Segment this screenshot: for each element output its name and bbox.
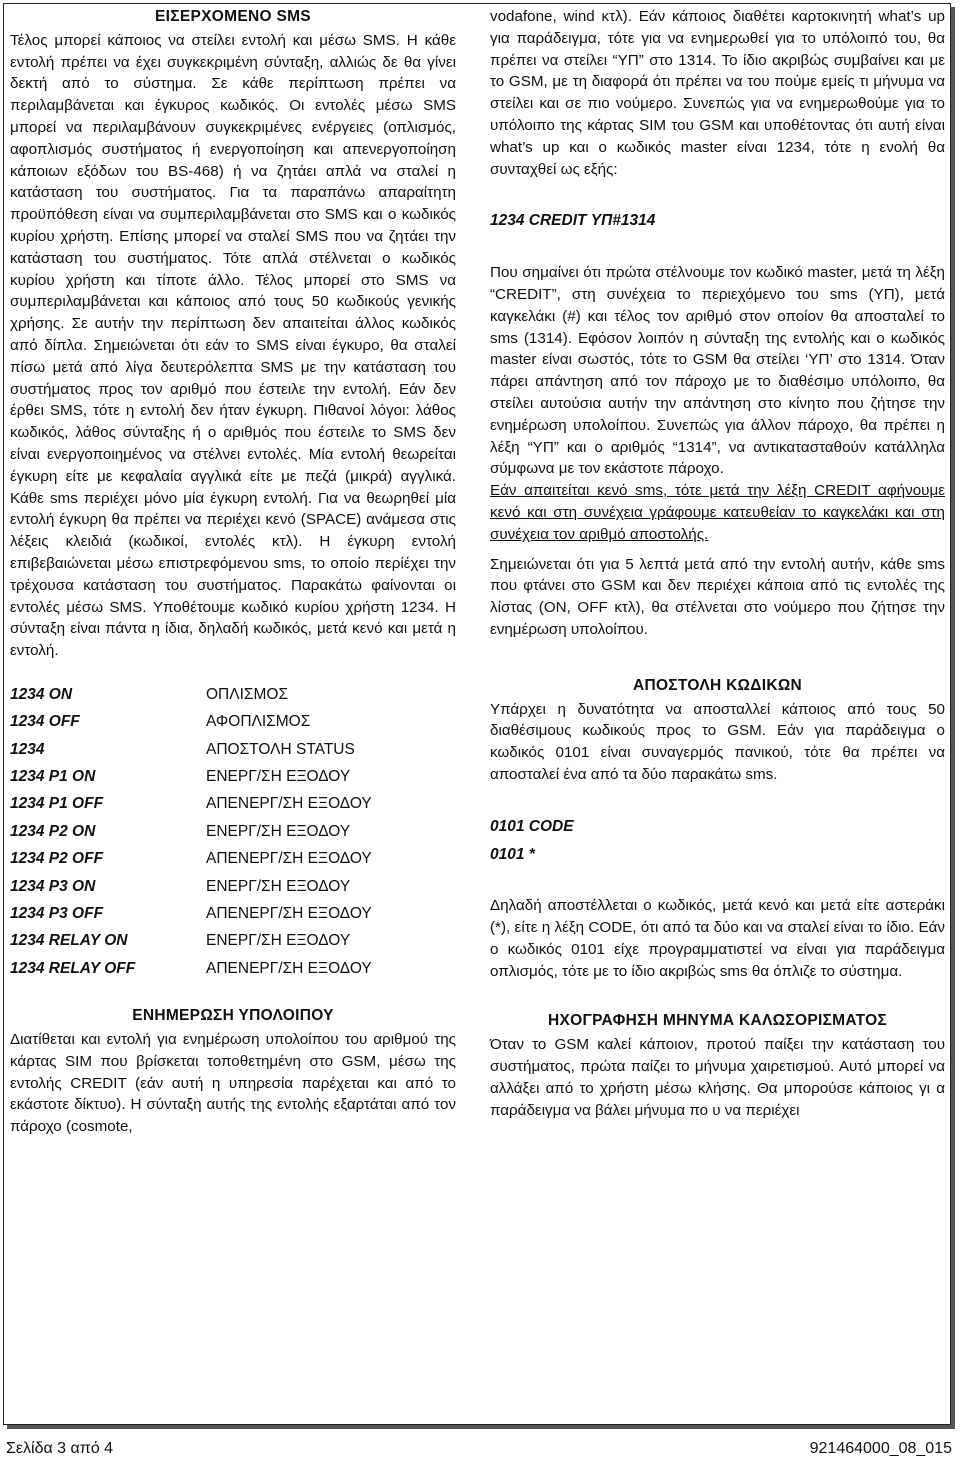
heading-send-codes: ΑΠΟΣΤΟΛΗ ΚΩΔΙΚΩΝ (632, 676, 803, 694)
heading-welcome-message: ΗΧΟΓΡΑΦΗΣΗ ΜΗΝΥΜΑ ΚΑΛΩΣΟΡΙΣΜΑΤΟΣ (547, 1012, 888, 1030)
right-column (490, 6, 945, 1121)
command-code: 1234 RELAY OFF (10, 959, 136, 977)
command-row (10, 821, 372, 848)
command-description: ΕΝΕΡΓ/ΣΗ ΕΞΟΔΟΥ (206, 768, 351, 786)
command-description: ΕΝΕΡΓ/ΣΗ ΕΞΟΔΟΥ (206, 877, 351, 895)
heading-incoming-sms: ΕΙΣΕΡΧΟΜΕΝΟ SMS (155, 8, 311, 25)
credit-forwarding-note: Σημειώνεται ότι για 5 λεπτά μετά από την εντολή αυτήν, κάθε sms που φτάνει στο GSM και δεν περιέχει κάποια από τις εντολές της λίστας (ON, OFF κτλ), θα στέλνεται στο νούμερο που ζήτησε την ενημέρωση υπολοίπου. (490, 555, 945, 638)
command-code: 1234 P1 ON (10, 768, 96, 786)
command-row (10, 711, 372, 738)
command-row (10, 930, 372, 957)
command-row (10, 848, 372, 875)
code-example-1: 0101 CODE (490, 817, 574, 835)
page-number: Σελίδα 3 από 4 (6, 1440, 114, 1457)
command-description: ΑΠΕΝΕΡΓ/ΣΗ ΕΞΟΔΟΥ (206, 795, 372, 813)
balance-update-continued: vodafone, wind κτλ). Εάν κάποιος διαθέτει καρτοκινητή what’s up για παράδειγμα, τότε για να ενημερωθεί για το υπόλοιπό του, θα πρέπει να στείλει “ΥΠ” στο 1314. Το ίδιο ακριβώς συμβαίνει και με το GSM, με τη διαφορά ότι πρέπει να του πούμε εμείς τι μήνυμα να στείλει και σε πιο νούμερο. Συνεπώς για να ενημερωθούμε για το υπόλοιπο της κάρτας SIM του GSM και υποθέτοντας ότι αυτή είναι what’s up και ο κωδικός master είναι 1234, τότε η ενολή θα συνταχθεί ως εξής: (490, 8, 945, 178)
balance-update-text: Διατίθεται και εντολή για ενημέρωση υπολοίπου του αριθμού της κάρτας SIM που βρίσκεται τοποθετημένη στο GSM, μέσω της εντολής CREDIT (εάν αυτή η υπηρεσία παρέχεται και από το εκάστοτε δίκτυο). Η σύνταξη αυτής της εντολής εξαρτάται από τον πάροχο (cosmote, (10, 1031, 456, 1136)
credit-command-example: 1234 CREDIT ΥΠ#1314 (490, 212, 656, 230)
send-codes-explanation: Δηλαδή αποστέλλεται ο κωδικός, μετά κενό και μετά είτε αστεράκι (*), είτε η λέξη CODE, ότι από τα δύο και να σταλεί είναι το ίδιο. Εάν ο κωδικός 0101 είχε προγραμματιστεί να είναι για παράδειγμα οπλισμός, τότε με το ίδιο ακριβώς sms θα όπλιζε το σύστημα. (490, 897, 945, 980)
command-code: 1234 P2 ON (10, 822, 96, 840)
command-description: ΑΠΕΝΕΡΓ/ΣΗ ΕΞΟΔΟΥ (206, 959, 372, 977)
command-row (10, 793, 372, 820)
command-description: ΕΝΕΡΓ/ΣΗ ΕΞΟΔΟΥ (206, 932, 351, 950)
command-code: 1234 (10, 740, 45, 758)
command-code: 1234 P3 ON (10, 877, 96, 895)
command-row (10, 958, 372, 985)
credit-command-explanation: Που σημαίνει ότι πρώτα στέλνουμε τον κωδικό master, μετά τη λέξη “CREDIT”, στη συνέχεια το περιεχόμενο του sms (ΥΠ), μετά καγκελάκι (#) και τέλος τον αριθμό στον οποίον θα αποσταλεί το sms (1314). Εφόσον λοιπόν η σύνταξη της εντολής και ο κωδικός master είναι σωστός, τότε το GSM θα στείλει ‘ΥΠ’ στο 1314. Όταν πάρει απάντηση από τον πάροχο με το διαθέσιμο υπόλοιπο, θα στείλει αυτούσια αυτήν την απάντηση στο κίνητο που ζήτησε την ενημέρωση υπολοίπου. Συνεπώς για άλλον πάροχο, θα πρέπει η λέξη “ΥΠ” και ο αριθμός “1314”, να αντικατασταθούν κατάλληλα σύμφωνα με τον εκάστοτε πάροχο. (490, 264, 945, 478)
code-example-2: 0101 * (490, 845, 535, 863)
command-row (10, 684, 372, 711)
command-code: 1234 P3 OFF (10, 905, 104, 923)
command-code: 1234 RELAY ON (10, 932, 128, 950)
command-code: 1234 OFF (10, 713, 80, 731)
left-column (10, 6, 456, 1138)
command-description: ΑΠΕΝΕΡΓ/ΣΗ ΕΞΟΔΟΥ (206, 905, 372, 923)
document-code: 921464000_08_015 (809, 1440, 952, 1457)
welcome-message-text: Όταν το GSM καλεί κάποιον, προτού παίξει την κατάσταση του συστήματος, πρώτα παίζει το μήνυμα χαιρετισμού. Αυτό μπορεί να αλλάξει από το χρήστη μέσω κλήσης. Θα μπορούσε κάποιος γι α παράδειγμα να βάλει μήνυμα πο υ να περιέχει (490, 1036, 945, 1119)
sms-commands-table (10, 684, 372, 985)
incoming-sms-text: Τέλος μπορεί κάποιος να στείλει εντολή και μέσω SMS. Η κάθε εντολή πρέπει να έχει συγκεκριμένη σύνταξη, αλλιώς δε θα γίνει δεκτή από το σύστημα. Σε κάθε περίπτωση πρέπει να περιλαμβάνεται και έγκυρος κωδικός. Οι εντολές μέσω SMS μπορεί να περιλαμβάνουν συγκεκριμένες ενέργειες (οπλισμός, αφοπλισμός συστήματος ή ενεργοποίηση και απενεργοποίηση κάποιων εξόδων του BS-468) ή να ζητάει απλά να σταλεί η κατάσταση του συστήματος. Για τα παραπάνω απαραίτητη προϋπόθεση είναι να συμπεριλαμβάνεται στο SMS και ο κωδικός κυρίου χρήστη. Επίσης μπορεί να σταλεί SMS που να ζητάει την κατάσταση του συστήματος. Τότε απλά στέλνεται ο κωδικός κυρίου χρήστη και τίποτε άλλο. Τέλος μπορεί στο SMS να συμπεριλαμβάνεται και κάποιος από τους 50 κωδικούς γενικής χρήσης. Σε αυτήν την περίπτωση δεν απαιτείται άλλος κωδικός από δίπλα. Σημειώνεται ότι εάν το SMS είναι έγκυρο, θα σταλεί πίσω μετά από λίγα δευτερόλεπτα SMS με την κατάσταση του συστήματος προς τον αριθμό που έστειλε την εντολή. Εάν δεν έρθει SMS, τότε η εντολή δεν ήταν έγκυρη. Πιθανοί λόγοι: λάθος κωδικός, λάθος σύνταξης ή ο αριθμός που έστειλε το SMS δεν είναι ενεργοποιημένος να στέλνει εντολές. Μία εντολή θεωρείται έγκυρη είτε με κεφαλαία αγγλικά είτε με πεζά (μικρά) αγγλικά. Κάθε sms περιέχει μόνο μία έγκυρη εντολή. Για να θεωρηθεί μία εντολή έγκυρη θα πρέπει να περιέχει κενό (SPACE) ανάμεσα στις λέξεις κλειδιά (κωδικοί, εντολές κτλ). Η έγκυρη εντολή επιβεβαιώνεται μέσω επιστρεφόμενου sms, το οποίο περίέχει την τρέχουσα κατάσταση του συστήματος. Παρακάτω φαίνονται οι εντολές μέσω SMS. Υποθέτουμε κωδικό κυρίου χρήστη 1234. Η σύνταξη είναι πάντα η ίδια, δηλαδή κωδικός, μετά κενό και μετά η εντολή. (10, 31, 456, 660)
command-code: 1234 ON (10, 685, 73, 703)
command-row (10, 903, 372, 930)
command-description: ΟΠΛΙΣΜΟΣ (206, 685, 289, 703)
command-code: 1234 P1 OFF (10, 795, 104, 813)
command-description: ΑΠΕΝΕΡΓ/ΣΗ ΕΞΟΔΟΥ (206, 850, 372, 868)
command-row (10, 766, 372, 793)
command-description: ΑΦΟΠΛΙΣΜΟΣ (206, 713, 311, 731)
command-code: 1234 P2 OFF (10, 850, 104, 868)
send-codes-text: Υπάρχει η δυνατότητα να αποσταλλεί κάποιος από τους 50 διαθέσιμους κωδικούς προς το GSM. Εάν για παράδειγμα ο κωδικός 0101 είναι συναγερμός πανικού, τότε θα πρέπει να αποσταλεί ένα από τα δύο παρακάτω sms. (490, 700, 945, 783)
heading-balance-update: ΕΝΗΜΕΡΩΣΗ ΥΠΟΛΟΙΠΟΥ (132, 1007, 334, 1025)
command-row (10, 739, 372, 766)
command-description: ΕΝΕΡΓ/ΣΗ ΕΞΟΔΟΥ (206, 822, 351, 840)
credit-empty-sms-note: Εάν απαιτείται κενό sms, τότε μετά την λέξη CREDIT αφήνουμε κενό και στη συνέχεια γράφουμε κατευθείαν το καγκελάκι και στη συνέχεια τον αριθμό αποστολής. (490, 482, 945, 543)
command-description: ΑΠΟΣΤΟΛΗ STATUS (206, 740, 355, 758)
command-row (10, 876, 372, 903)
